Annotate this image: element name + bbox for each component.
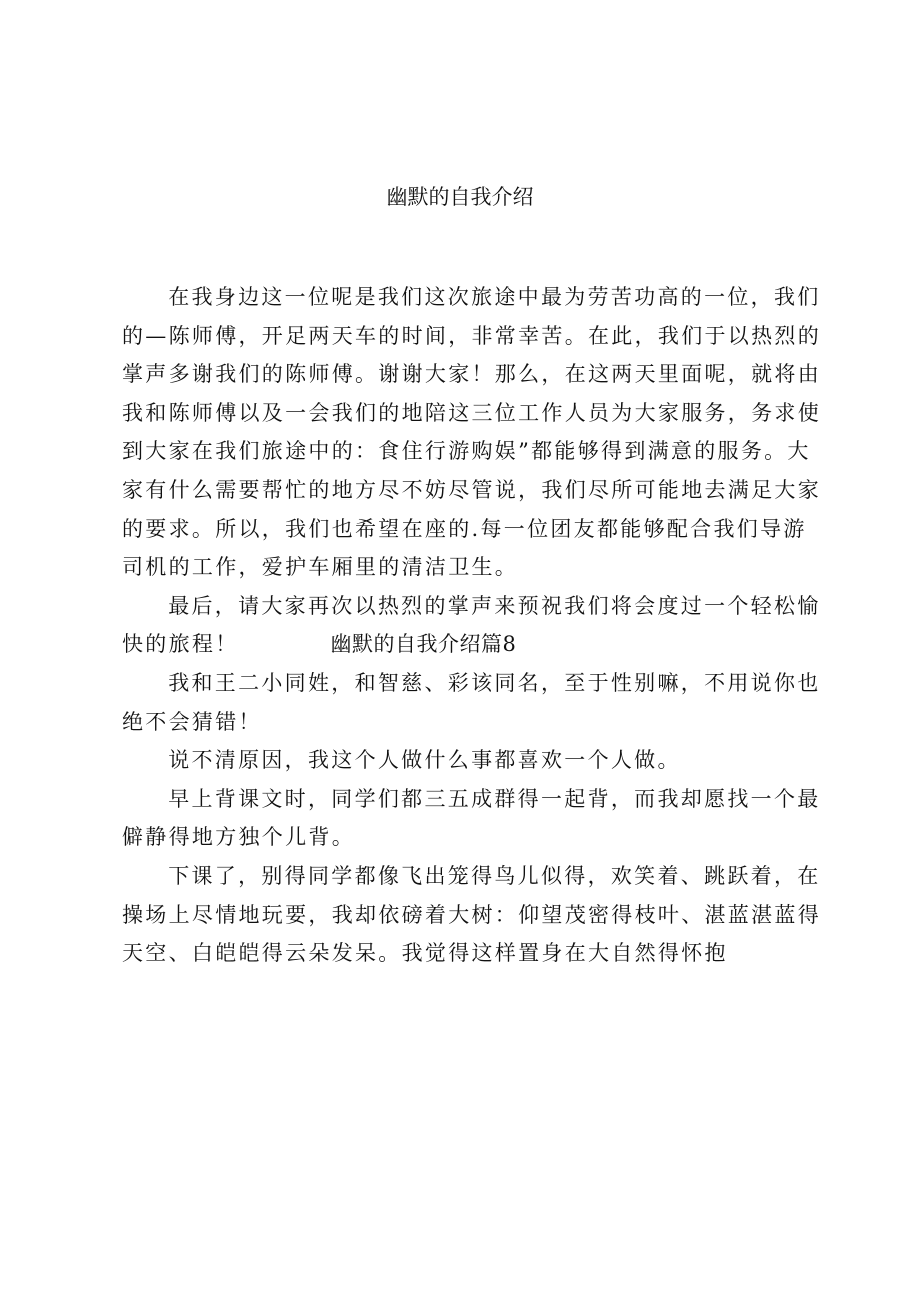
- document-body: [122, 278, 822, 973]
- paragraph: 下课了，别得同学都像飞出笼得鸟儿似得，欢笑着、跳跃着，在操场上尽情地玩要，我却依磅着大树：仰望茂密得枝叶、湛蓝湛蓝得天空、白皑皑得云朵发呆。我觉得这样置身在大自然得怀抱: [122, 863, 821, 966]
- paragraph-text: 最后，请大家再次以热烈的掌声来预祝我们将会度过一个轻松愉快的旅程！: [122, 593, 821, 657]
- paragraph: 我和王二小同姓，和智慈、彩该同名，至于性别嘛，不用说你也绝不会猜错！: [122, 670, 821, 734]
- document-title: 幽默的自我介绍: [386, 185, 534, 209]
- paragraph: 说不清原因，我这个人做什么事都喜欢一个人做。: [168, 748, 681, 773]
- paragraph: 早上背课文时，同学们都三五成群得一起背，而我却愿找一个最僻静得地方独个儿背。: [122, 786, 821, 850]
- paragraph: [122, 587, 822, 664]
- paragraph: 在我身边这一位呢是我们这次旅途中最为劳苦功高的一位，我们的—陈师傅，开足两天车的时间，非常幸苦。在此，我们于以热烈的掌声多谢我们的陈师傅。谢谢大家！那么，在这两天里面呢，就将由我和陈师傅以及一会我们的地陪这三位工作人员为大家服务，务求使到大家在我们旅途中的：食住行游购娱”都能够得到满意的服务。大家有什么需要帮忙的地方尽不妨尽管说，我们尽所可能地去满足大家的要求。所以，我们也希望在座的.每一位团友都能够配合我们导游司机的工作，爱护车厢里的清洁卫生。: [122, 285, 821, 580]
- section-heading: 幽默的自我介绍篇8: [330, 632, 517, 657]
